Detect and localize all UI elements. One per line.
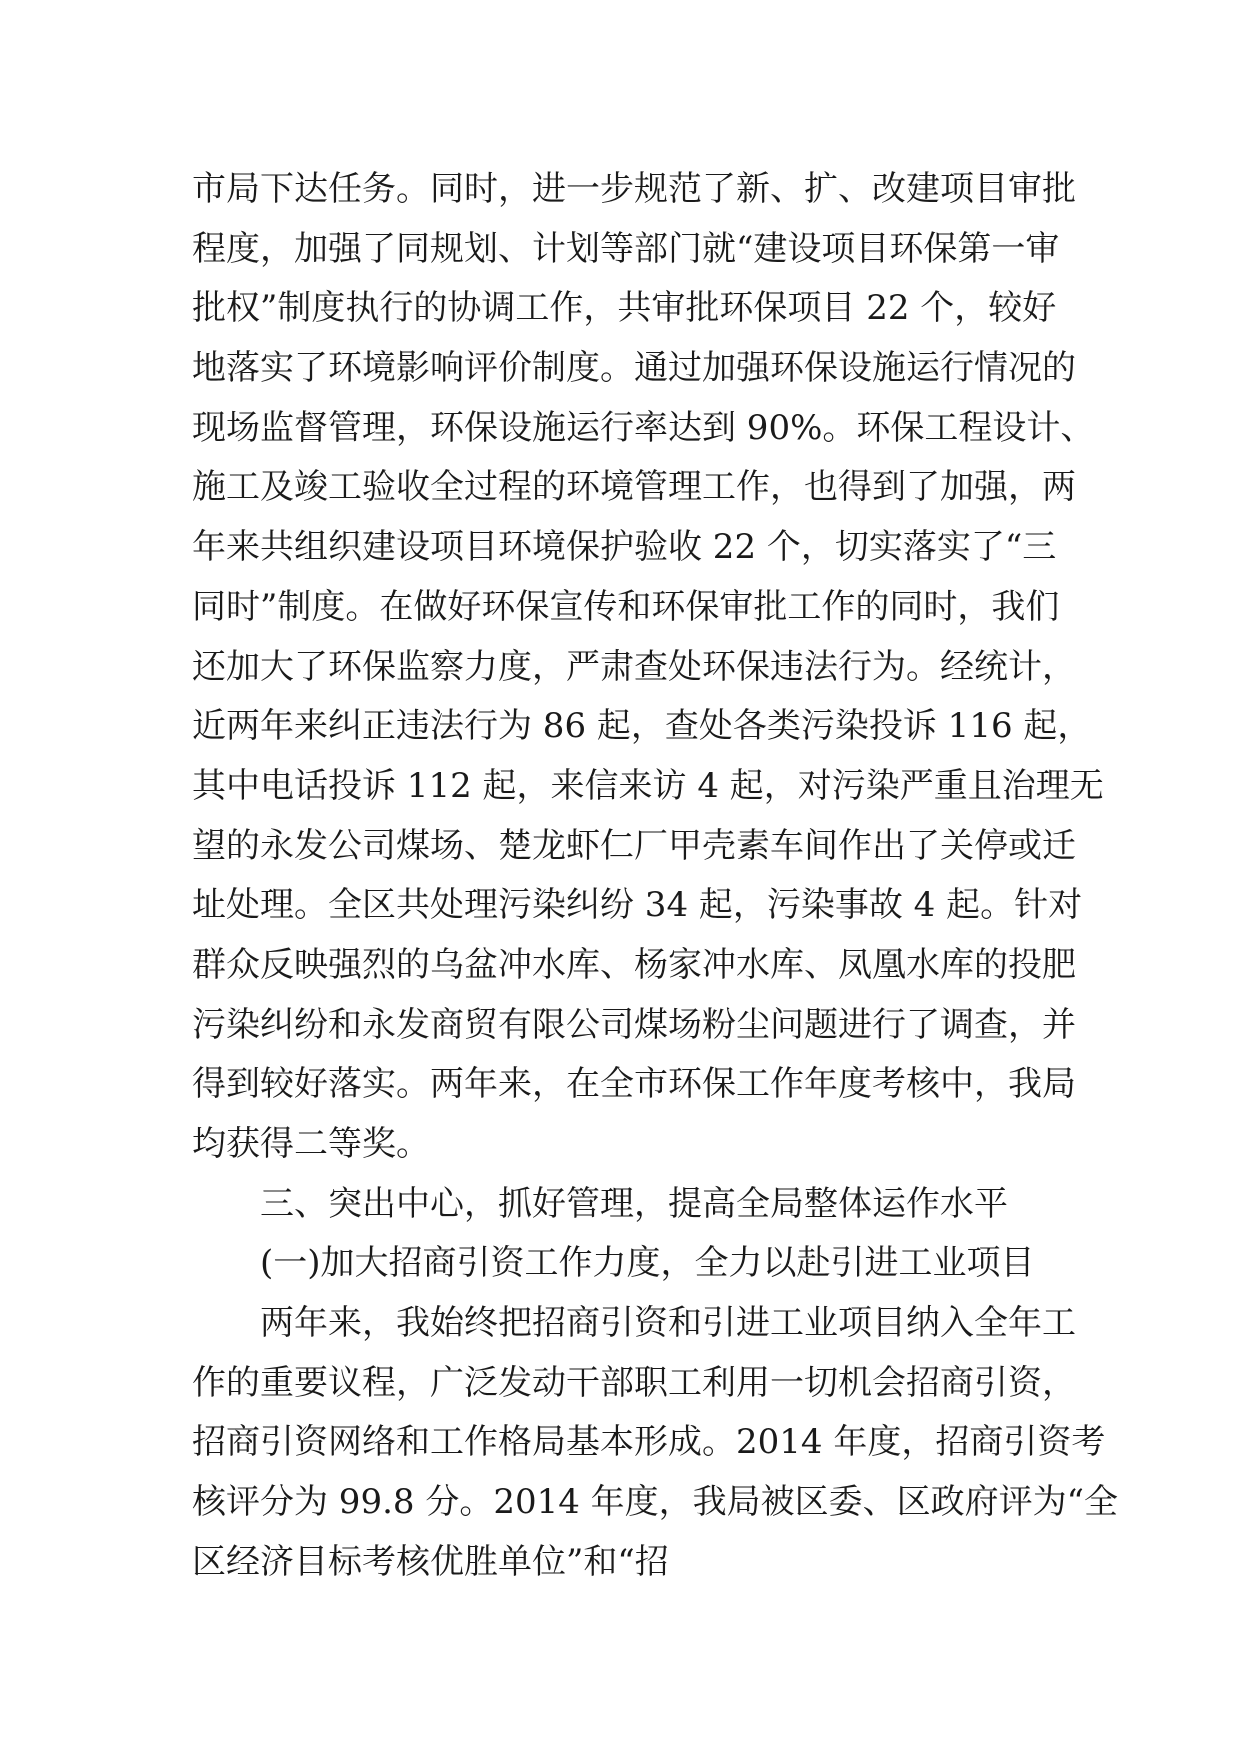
- text-line: 址处理。全区共处理污染纠纷 34 起，污染事故 4 起。针对: [192, 885, 1083, 926]
- text-line: 两年来，我始终把招商引资和引进工业项目纳入全年工: [260, 1303, 1076, 1344]
- text-line: 招商引资网络和工作格局基本形成。2014 年度，招商引资考: [192, 1422, 1106, 1463]
- text-line: 市局下达任务。同时，进一步规范了新、扩、改建项目审批: [192, 169, 1076, 209]
- text-line: 现场监督管理，环保设施运行率达到 90%。环保工程设计、: [192, 407, 1095, 448]
- text-line: 作的重要议程，广泛发动干部职工利用一切机会招商引资，: [192, 1362, 1076, 1403]
- text-line: 其中电话投诉 112 起，来信来访 4 起，对污染严重且治理无: [192, 765, 1104, 806]
- text-line: 近两年来纠正违法行为 86 起，查处各类污染投诉 116 起，: [192, 706, 1092, 747]
- text-line: 同时”制度。在做好环保宣传和环保审批工作的同时，我们: [192, 586, 1060, 627]
- text-line: 群众反映强烈的乌盆冲水库、杨家冲水库、凤凰水库的投肥: [192, 944, 1076, 985]
- text-line: 年来共组织建设项目环境保护验收 22 个，切实落实了“三: [192, 527, 1057, 568]
- text-line: 还加大了环保监察力度，严肃查处环保违法行为。经统计，: [192, 646, 1076, 687]
- text-line: 得到较好落实。两年来，在全市环保工作年度考核中，我局: [192, 1064, 1076, 1105]
- text-line: 核评分为 99.8 分。2014 年度，我局被区委、区政府评为“全: [192, 1482, 1119, 1523]
- text-line: 批权”制度执行的协调工作，共审批环保项目 22 个，较好: [192, 288, 1057, 329]
- body-text: [192, 160, 1119, 1593]
- text-line: 地落实了环境影响评价制度。通过加强环保设施运行情况的: [192, 348, 1076, 389]
- text-line: 程度，加强了同规划、计划等部门就“建设项目环保第一审: [192, 228, 1060, 269]
- section-heading: 三、突出中心，抓好管理，提高全局整体运作水平: [260, 1183, 1008, 1224]
- text-line: 均获得二等奖。: [192, 1124, 430, 1164]
- text-line: 望的永发公司煤场、楚龙虾仁厂甲壳素车间作出了关停或迁: [192, 825, 1076, 866]
- text-line: 区经济目标考核优胜单位”和“招: [192, 1541, 669, 1582]
- text-line: 污染纠纷和永发商贸有限公司煤场粉尘问题进行了调查，并: [192, 1004, 1076, 1045]
- subsection-heading: (一)加大招商引资工作力度，全力以赴引进工业项目: [260, 1243, 1035, 1284]
- text-line: 施工及竣工验收全过程的环境管理工作，也得到了加强，两: [192, 467, 1076, 508]
